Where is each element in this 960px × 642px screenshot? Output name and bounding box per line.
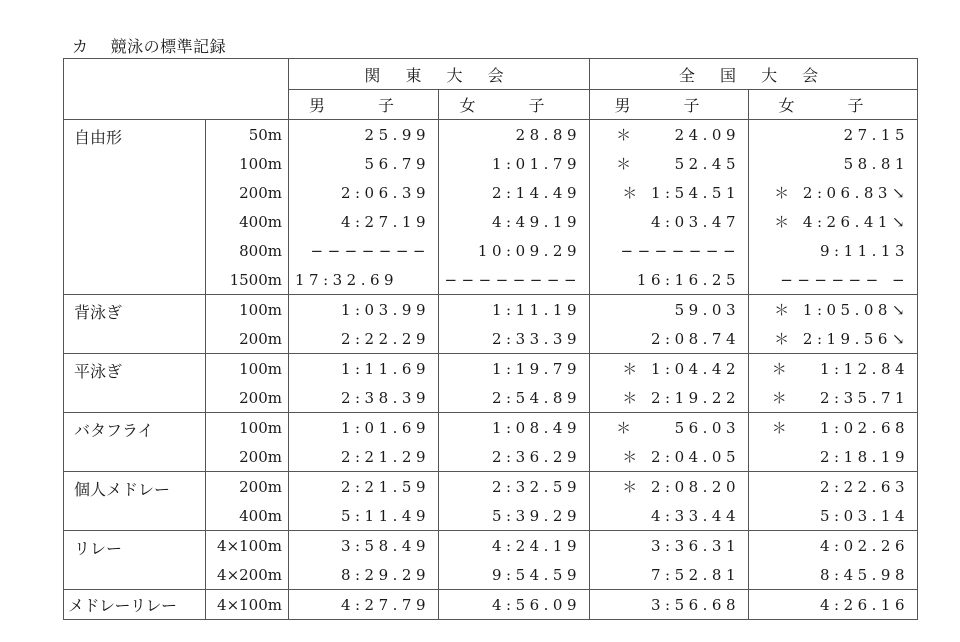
zenkoku-male-record: ＊ 2:04.05	[590, 442, 749, 472]
kanto-male-record: 2:21.29	[289, 442, 439, 472]
kanto-female-record: 9:54.59	[439, 560, 590, 590]
zenkoku-female-record: 2:22.63	[749, 472, 918, 502]
table-caption: カ 競泳の標準記録	[72, 37, 227, 56]
zenkoku-male-record: ＊ 1:54.51	[590, 178, 749, 207]
distance: 100m	[206, 354, 289, 384]
zenkoku-female-record: 2:18.19	[749, 442, 918, 472]
kanto-male-record: 3:58.49	[289, 531, 439, 561]
zenkoku-female-record: ＊ 4:26.41↘	[749, 207, 918, 236]
zenkoku-female-record: ＊ 1:05.08↘	[749, 295, 918, 325]
distance: 100m	[206, 413, 289, 443]
kanto-male-record: 5:11.49	[289, 501, 439, 531]
event-name: 自由形	[64, 120, 206, 295]
event-name: メドレーリレー	[64, 590, 206, 620]
kanto-female-record: 1:08.49	[439, 413, 590, 443]
kanto-male-record: 2:38.39	[289, 383, 439, 413]
kanto-male-record: 2:22.29	[289, 324, 439, 354]
zenkoku-male-record: ＊ 52.45	[590, 149, 749, 178]
distance: 200m	[206, 442, 289, 472]
zenkoku-female-record: ＊ 2:06.83↘	[749, 178, 918, 207]
zenkoku-male-record: −−−−−−−	[590, 236, 749, 265]
table-row	[64, 531, 918, 561]
header-kanto: 関 東 大 会	[289, 59, 590, 90]
zenkoku-female-record: −−−−−− −	[749, 265, 918, 295]
zenkoku-male-record: 2:08.74	[590, 324, 749, 354]
kanto-male-record: 2:06.39	[289, 178, 439, 207]
zenkoku-female-record: 58.81	[749, 149, 918, 178]
zenkoku-male-record: 3:36.31	[590, 531, 749, 561]
kanto-female-record: 10:09.29	[439, 236, 590, 265]
table-row	[64, 354, 918, 384]
header-kanto-male: 男 子	[289, 90, 439, 120]
distance: 800m	[206, 236, 289, 265]
distance: 400m	[206, 207, 289, 236]
kanto-female-record: 1:01.79	[439, 149, 590, 178]
zenkoku-female-record: 8:45.98	[749, 560, 918, 590]
kanto-male-record: −−−−−−−	[289, 236, 439, 265]
kanto-female-record: 2:54.89	[439, 383, 590, 413]
zenkoku-female-record: 4:26.16	[749, 590, 918, 620]
zenkoku-male-record: 4:33.44	[590, 501, 749, 531]
kanto-male-record: 2:21.59	[289, 472, 439, 502]
kanto-female-record: 28.89	[439, 120, 590, 150]
header-corner	[64, 59, 289, 120]
swimming-standard-records-table	[63, 58, 918, 620]
zenkoku-male-record: ＊ 24.09	[590, 120, 749, 150]
zenkoku-male-record: 3:56.68	[590, 590, 749, 620]
zenkoku-male-record: 59.03	[590, 295, 749, 325]
kanto-male-record: 8:29.29	[289, 560, 439, 590]
kanto-female-record: 2:36.29	[439, 442, 590, 472]
event-name: 個人メドレー	[64, 472, 206, 531]
distance: 200m	[206, 383, 289, 413]
zenkoku-female-record: ＊ 2:35.71	[749, 383, 918, 413]
kanto-male-record: 4:27.79	[289, 590, 439, 620]
zenkoku-female-record: ＊ 1:02.68	[749, 413, 918, 443]
kanto-male-record: 1:01.69	[289, 413, 439, 443]
zenkoku-female-record: 5:03.14	[749, 501, 918, 531]
distance: 100m	[206, 149, 289, 178]
zenkoku-male-record: ＊ 56.03	[590, 413, 749, 443]
distance: 1500m	[206, 265, 289, 295]
header-row-competitions	[64, 59, 918, 90]
zenkoku-male-record: ＊ 2:19.22	[590, 383, 749, 413]
distance: 100m	[206, 295, 289, 325]
kanto-male-record: 1:03.99	[289, 295, 439, 325]
table-row	[64, 295, 918, 325]
kanto-female-record: −−−−−−−−	[439, 265, 590, 295]
distance: 50m	[206, 120, 289, 150]
distance: 4×100m	[206, 590, 289, 620]
zenkoku-male-record: 4:03.47	[590, 207, 749, 236]
kanto-female-record: 2:33.39	[439, 324, 590, 354]
distance: 200m	[206, 324, 289, 354]
header-kanto-female: 女 子	[439, 90, 590, 120]
table-row	[64, 590, 918, 620]
zenkoku-female-record: ＊ 1:12.84	[749, 354, 918, 384]
kanto-female-record: 5:39.29	[439, 501, 590, 531]
table-row	[64, 472, 918, 502]
kanto-female-record: 1:11.19	[439, 295, 590, 325]
kanto-male-record: 4:27.19	[289, 207, 439, 236]
kanto-female-record: 4:24.19	[439, 531, 590, 561]
distance: 400m	[206, 501, 289, 531]
event-name: バタフライ	[64, 413, 206, 472]
kanto-female-record: 1:19.79	[439, 354, 590, 384]
table-row	[64, 120, 918, 150]
table-row	[64, 413, 918, 443]
kanto-male-record: 17:32.69	[289, 265, 439, 295]
distance: 200m	[206, 472, 289, 502]
header-zenkoku: 全 国 大 会	[590, 59, 918, 90]
zenkoku-male-record: 16:16.25	[590, 265, 749, 295]
zenkoku-female-record: 9:11.13	[749, 236, 918, 265]
zenkoku-male-record: ＊ 2:08.20	[590, 472, 749, 502]
event-name: リレー	[64, 531, 206, 590]
kanto-male-record: 25.99	[289, 120, 439, 150]
header-zenkoku-female: 女 子	[749, 90, 918, 120]
distance: 4×200m	[206, 560, 289, 590]
kanto-male-record: 1:11.69	[289, 354, 439, 384]
zenkoku-male-record: ＊ 1:04.42	[590, 354, 749, 384]
kanto-male-record: 56.79	[289, 149, 439, 178]
zenkoku-female-record: ＊ 2:19.56↘	[749, 324, 918, 354]
zenkoku-male-record: 7:52.81	[590, 560, 749, 590]
event-name: 背泳ぎ	[64, 295, 206, 354]
event-name: 平泳ぎ	[64, 354, 206, 413]
distance: 200m	[206, 178, 289, 207]
zenkoku-female-record: 27.15	[749, 120, 918, 150]
zenkoku-female-record: 4:02.26	[749, 531, 918, 561]
kanto-female-record: 2:32.59	[439, 472, 590, 502]
kanto-female-record: 4:56.09	[439, 590, 590, 620]
kanto-female-record: 2:14.49	[439, 178, 590, 207]
kanto-female-record: 4:49.19	[439, 207, 590, 236]
header-zenkoku-male: 男 子	[590, 90, 749, 120]
distance: 4×100m	[206, 531, 289, 561]
